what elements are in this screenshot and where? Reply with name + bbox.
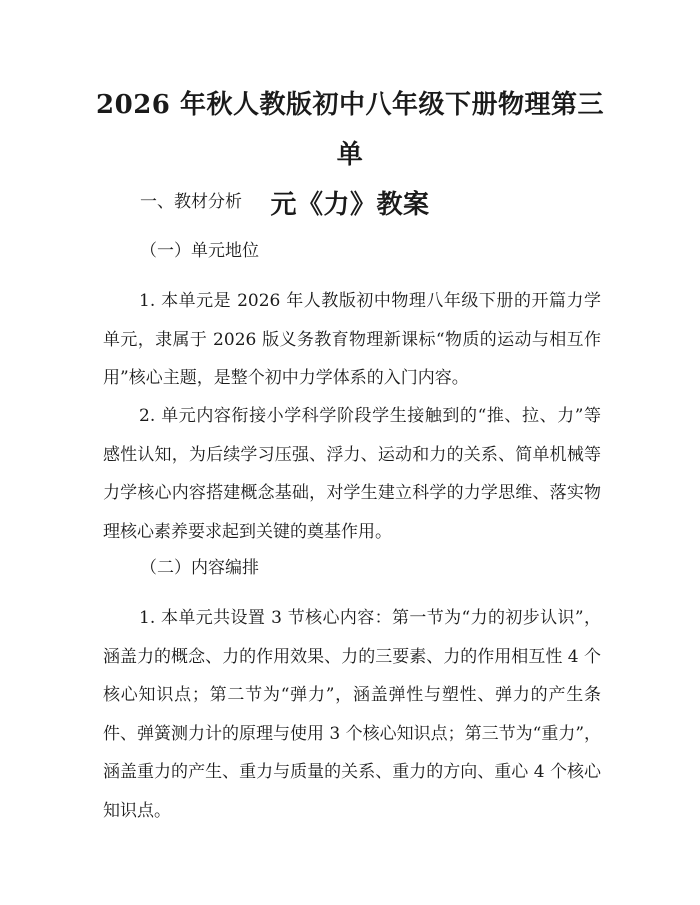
paragraph-unit-position-1: 1. 本单元是 2026 年人教版初中物理八年级下册的开篇力学单元，隶属于 2026 版义务教育物理新课标“物质的运动与相互作用”核心主题，是整个初中力学体系的入门内容。 (103, 291, 601, 388)
paragraph-unit-position-2: 2. 单元内容衔接小学科学阶段学生接触到的“推、拉、力”等感性认知，为后续学习压强、浮力、运动和力的关系、简单机械等力学核心内容搭建概念基础，对学生建立科学的力学思维、落实物理核心素养要求起到关键的奠基作用。 (103, 406, 601, 542)
title-line-2: 元《力》教案 (270, 190, 430, 220)
title-line-1: 2026 年秋人教版初中八年级下册物理第三单 (96, 90, 604, 170)
subsection-heading-content-arrangement: （二）内容编排 (140, 558, 259, 578)
subsection-heading-unit-position: （一）单元地位 (140, 241, 259, 261)
paragraph-content-arrangement-1: 1. 本单元共设置 3 节核心内容：第一节为“力的初步认识”，涵盖力的概念、力的作用效果、力的三要素、力的作用相互性 4 个核心知识点；第二节为“弹力”，涵盖弹性与塑性、弹力的产生条件、弹簧测力计的原理与使用 3 个核心知识点；第三节为“重力”，涵盖重力的产生、重力与质量的关系、重力的方向、重心 4 个核心知识点。 (103, 608, 602, 821)
section-heading-textbook-analysis: 一、教材分析 (140, 192, 242, 212)
